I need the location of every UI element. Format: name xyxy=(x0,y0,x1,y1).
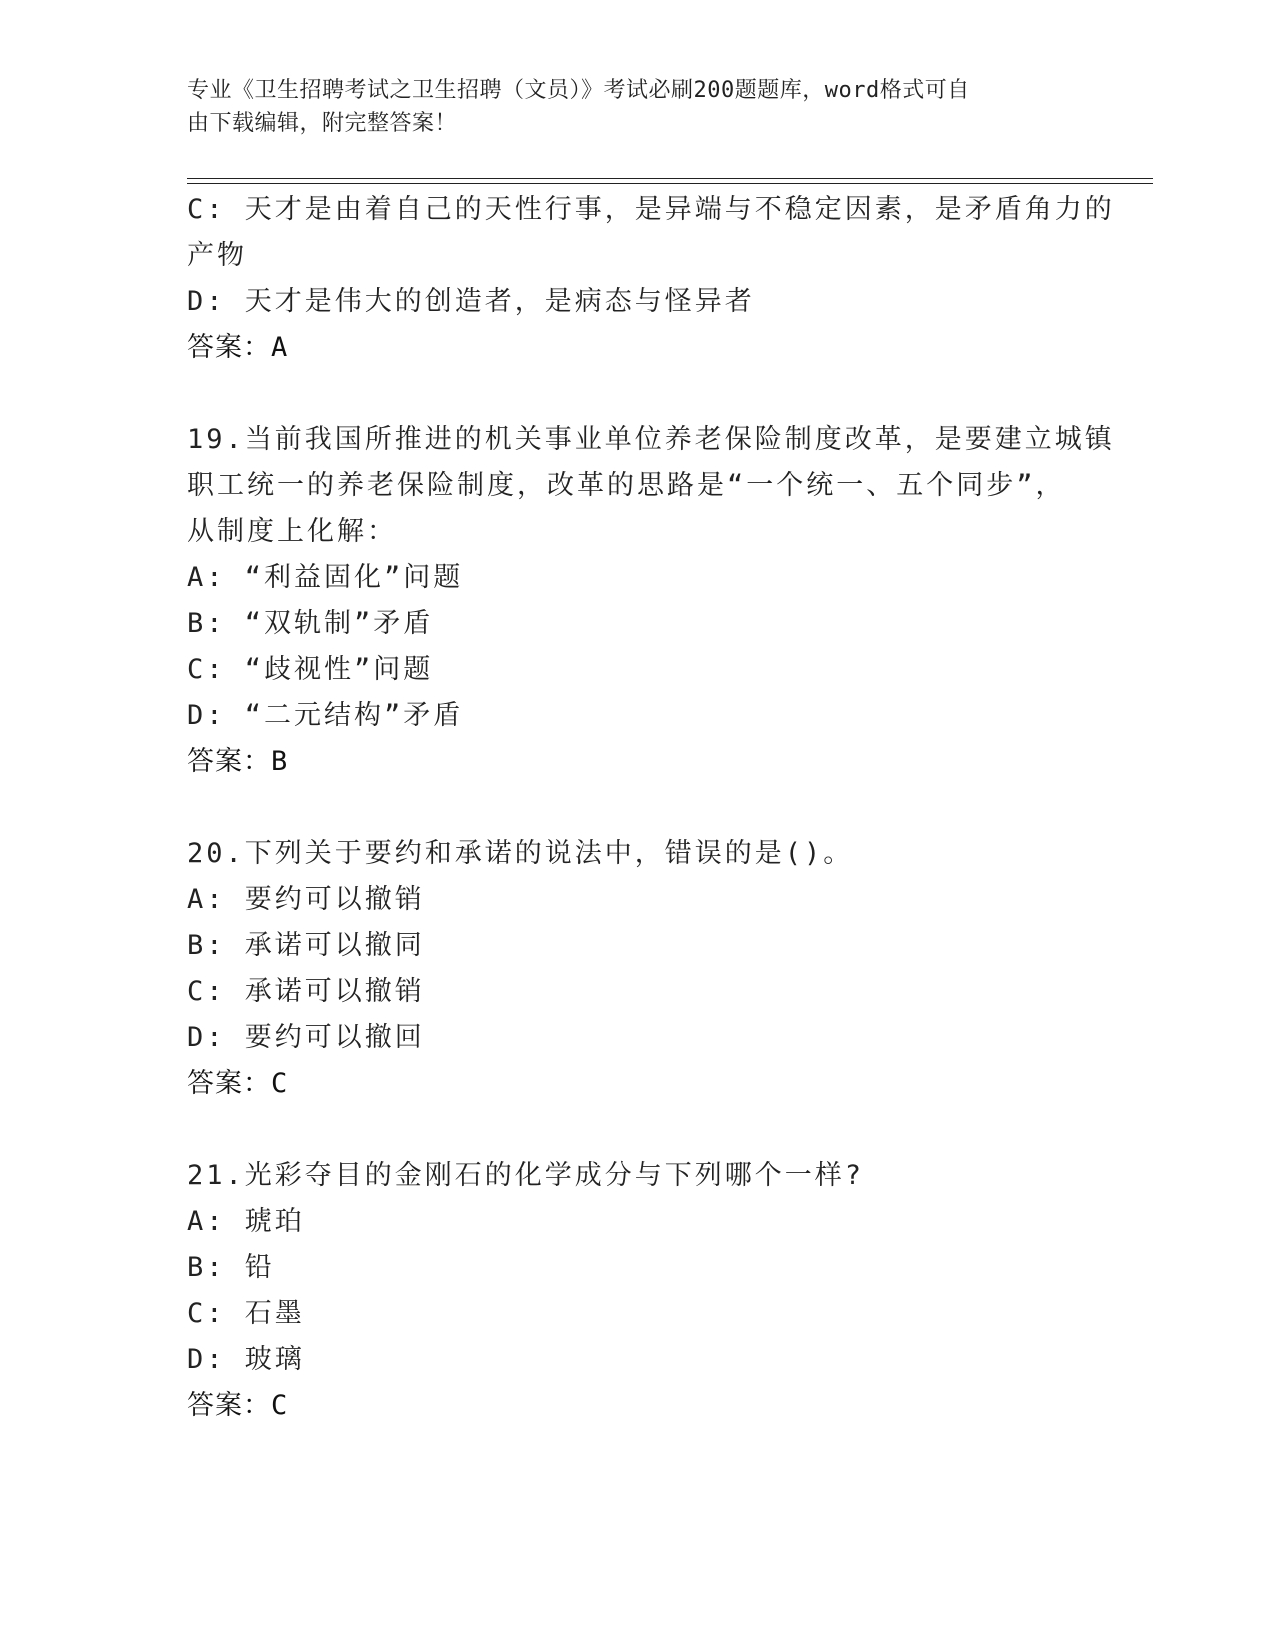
answer-label: 答案： xyxy=(187,1068,271,1099)
question-stem: 20.下列关于要约和承诺的说法中，错误的是()。 xyxy=(187,838,854,869)
option-b: B: 承诺可以撤同 xyxy=(187,930,425,961)
option-d: D: 要约可以撤回 xyxy=(187,1022,425,1053)
answer-line xyxy=(187,1061,1087,1107)
question-21 xyxy=(187,1153,1087,1429)
question-list xyxy=(187,187,1115,1429)
question-stem: 21.光彩夺目的金刚石的化学成分与下列哪个一样? xyxy=(187,1160,865,1191)
answer-label: 答案： xyxy=(187,332,271,363)
answer-value: A xyxy=(271,332,289,363)
answer-value: C xyxy=(271,1390,289,1421)
option-c: C: “歧视性”问题 xyxy=(187,654,434,685)
answer-label: 答案： xyxy=(187,746,271,777)
question-18-tail xyxy=(187,187,1115,371)
question-19 xyxy=(187,417,1115,785)
option-c: C: 石墨 xyxy=(187,1298,305,1329)
answer-line xyxy=(187,325,1087,371)
question-20 xyxy=(187,831,1087,1107)
answer-value: C xyxy=(271,1068,289,1099)
option-c: C: 承诺可以撤销 xyxy=(187,976,425,1007)
header-double-rule xyxy=(187,178,1153,184)
option-a: A: 要约可以撤销 xyxy=(187,884,425,915)
option-d: D: “二元结构”矛盾 xyxy=(187,700,464,731)
option-a: A: “利益固化”问题 xyxy=(187,562,464,593)
header-line-1: 专业《卫生招聘考试之卫生招聘（文员）》考试必刷200题题库，word格式可自 xyxy=(187,78,970,103)
question-stem-continued: 职工统一的养老保险制度，改革的思路是“一个统一、五个同步”， xyxy=(187,470,1066,501)
header-line-2: 由下载编辑，附完整答案！ xyxy=(187,111,458,136)
option-a: A: 琥珀 xyxy=(187,1206,305,1237)
option-c-continued: 产物 xyxy=(187,240,247,271)
spacer xyxy=(187,1107,1087,1153)
answer-value: B xyxy=(271,746,289,777)
question-stem: 19.当前我国所推进的机关事业单位养老保险制度改革，是要建立城镇 xyxy=(187,424,1115,455)
option-c: C: 天才是由着自己的天性行事，是异端与不稳定因素，是矛盾角力的 xyxy=(187,194,1115,225)
option-b: B: 铅 xyxy=(187,1252,275,1283)
option-b: B: “双轨制”矛盾 xyxy=(187,608,434,639)
answer-line xyxy=(187,1383,1087,1429)
option-d: D: 天才是伟大的创造者，是病态与怪异者 xyxy=(187,286,755,317)
spacer xyxy=(187,785,1087,831)
answer-line xyxy=(187,739,1087,785)
option-d: D: 玻璃 xyxy=(187,1344,305,1375)
answer-label: 答案： xyxy=(187,1390,271,1421)
question-stem-continued: 从制度上化解： xyxy=(187,516,397,547)
spacer xyxy=(187,371,1087,417)
document-header xyxy=(187,74,1067,140)
